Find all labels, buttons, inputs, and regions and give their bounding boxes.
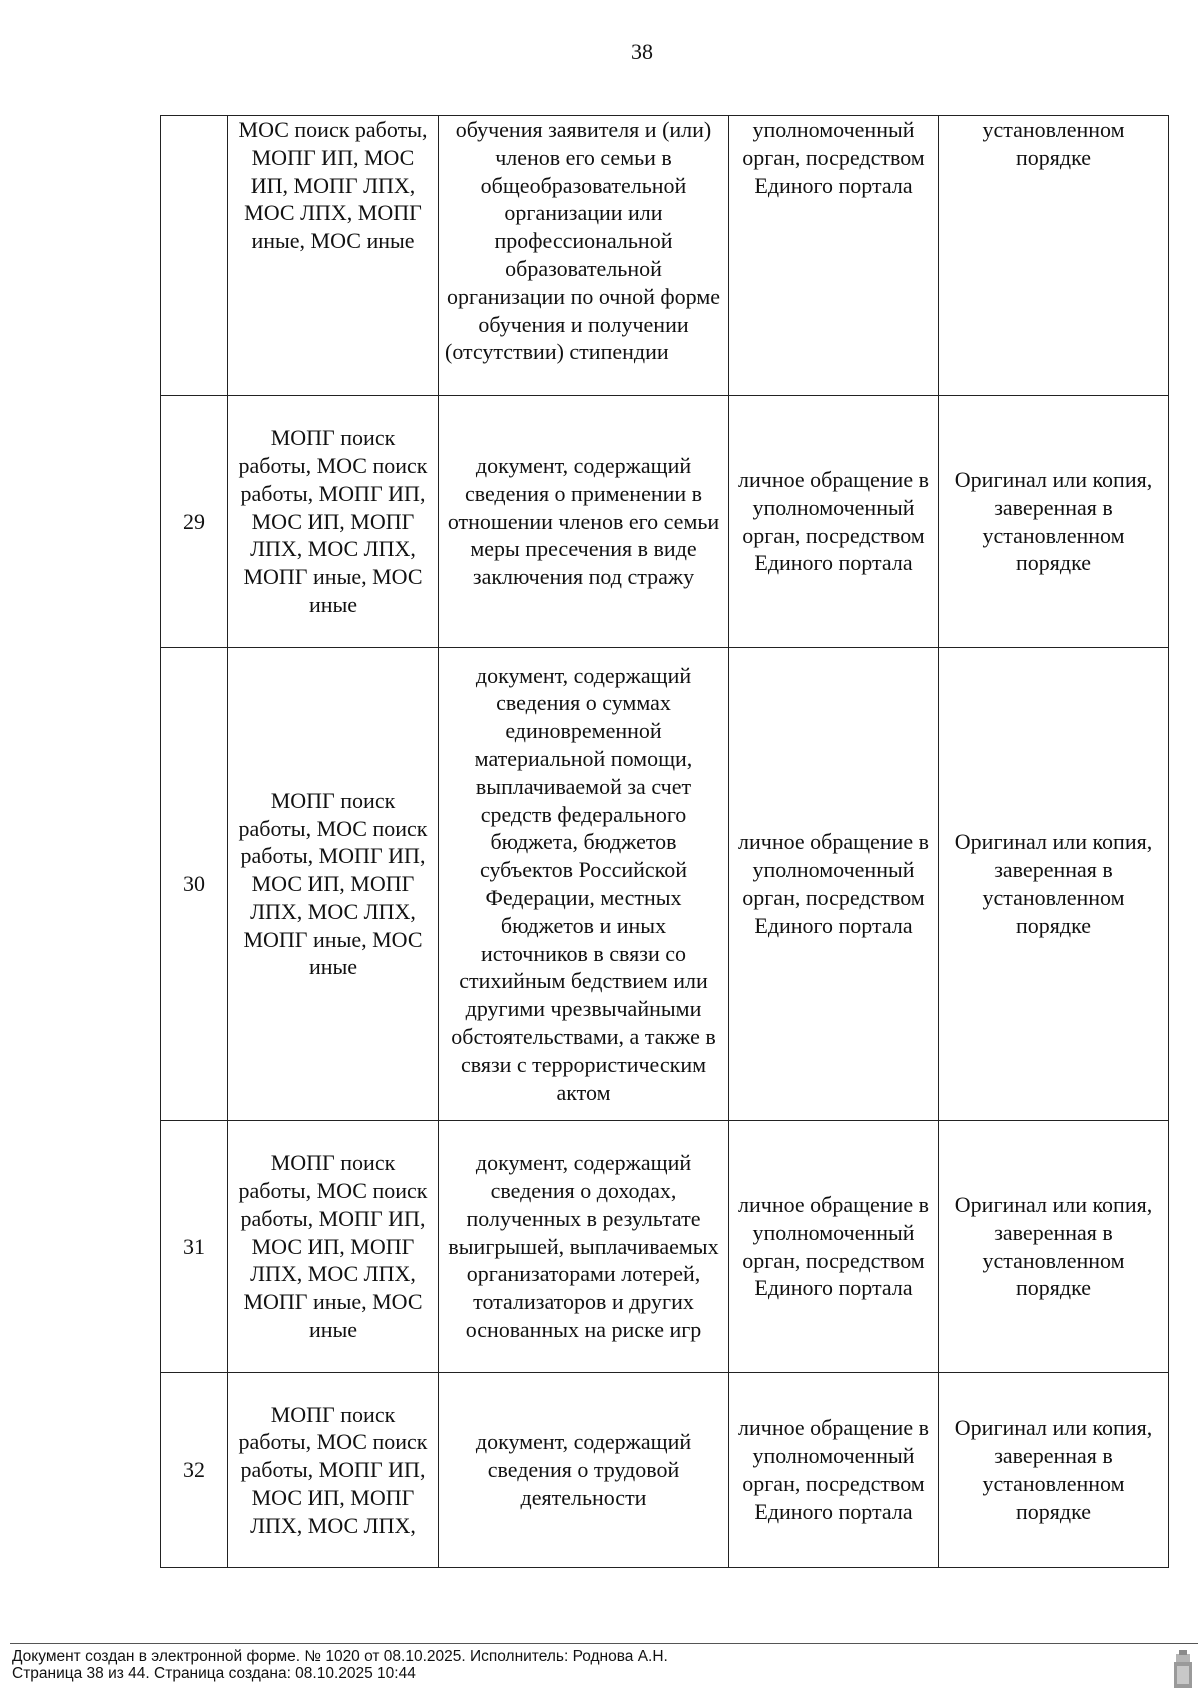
row-number: 31 [161, 1121, 228, 1373]
submission-method: уполномоченный орган, посредством Единого портала [729, 116, 939, 396]
row-number: 29 [161, 396, 228, 648]
table-row [161, 1373, 1169, 1568]
document-form: Оригинал или копия, заверенная в установленном порядке [939, 1121, 1169, 1373]
document-form: Оригинал или копия, заверенная в установленном порядке [939, 1373, 1169, 1568]
table-row [161, 116, 1169, 396]
table-row [161, 648, 1169, 1121]
document-form: Оригинал или копия, заверенная в установленном порядке [939, 648, 1169, 1121]
document-description: документ, содержащий сведения о суммах единовременной материальной помощи, выплачиваемой за счет средств федерального бюджета, бюджетов субъектов Российской Федерации, местных бюджетов и иных источников в связи со стихийным бедствием или другими чрезвычайными обстоятельствами, а также в связи с террористическим актом [439, 648, 729, 1121]
submission-method: личное обращение в уполномоченный орган, посредством Единого портала [729, 648, 939, 1121]
footer-document-info: Документ создан в электронной форме. № 1020 от 08.10.2025. Исполнитель: Роднова А.Н. [12, 1648, 668, 1665]
row-number: 30 [161, 648, 228, 1121]
applicant-category: МОПГ поиск работы, МОС поиск работы, МОПГ ИП, МОС ИП, МОПГ ЛПХ, МОС ЛПХ, МОПГ иные, МОС иные [228, 648, 439, 1121]
table-row [161, 396, 1169, 648]
submission-method: личное обращение в уполномоченный орган, посредством Единого портала [729, 1373, 939, 1568]
document-description: документ, содержащий сведения о применении в отношении членов его семьи меры пресечения в виде заключения под стражу [439, 396, 729, 648]
applicant-category: МОПГ поиск работы, МОС поиск работы, МОПГ ИП, МОС ИП, МОПГ ЛПХ, МОС ЛПХ, [228, 1373, 439, 1568]
documents-table [160, 115, 1169, 1568]
submission-method: личное обращение в уполномоченный орган, посредством Единого портала [729, 1121, 939, 1373]
applicant-category: МОПГ поиск работы, МОС поиск работы, МОПГ ИП, МОС ИП, МОПГ ЛПХ, МОС ЛПХ, МОПГ иные, МОС иные [228, 1121, 439, 1373]
document-form: установленном порядке [939, 116, 1169, 396]
row-number [161, 116, 228, 396]
document-description: обучения заявителя и (или) членов его семьи в общеобразовательной организации или профессиональной образовательной организации по очной форме обучения и получении (отсутствии) стипендии [439, 116, 729, 396]
applicant-category: МОС поиск работы, МОПГ ИП, МОС ИП, МОПГ ЛПХ, МОС ЛПХ, МОПГ иные, МОС иные [228, 116, 439, 396]
document-description: документ, содержащий сведения о доходах, полученных в результате выигрышей, выплачиваемых организаторами лотерей, тотализаторов и других основанных на риске игр [439, 1121, 729, 1373]
document-description: документ, содержащий сведения о трудовой деятельности [439, 1373, 729, 1568]
applicant-category: МОПГ поиск работы, МОС поиск работы, МОПГ ИП, МОС ИП, МОПГ ЛПХ, МОС ЛПХ, МОПГ иные, МОС иные [228, 396, 439, 648]
row-number: 32 [161, 1373, 228, 1568]
footer [12, 1648, 668, 1682]
footer-divider [10, 1643, 1198, 1644]
page-number: 38 [631, 39, 653, 64]
footer-page-info: Страница 38 из 44. Страница создана: 08.10.2025 10:44 [12, 1665, 416, 1682]
table-row [161, 1121, 1169, 1373]
document-form: Оригинал или копия, заверенная в установленном порядке [939, 396, 1169, 648]
submission-method: личное обращение в уполномоченный орган, посредством Единого портала [729, 396, 939, 648]
emblem-icon [1172, 1650, 1194, 1690]
